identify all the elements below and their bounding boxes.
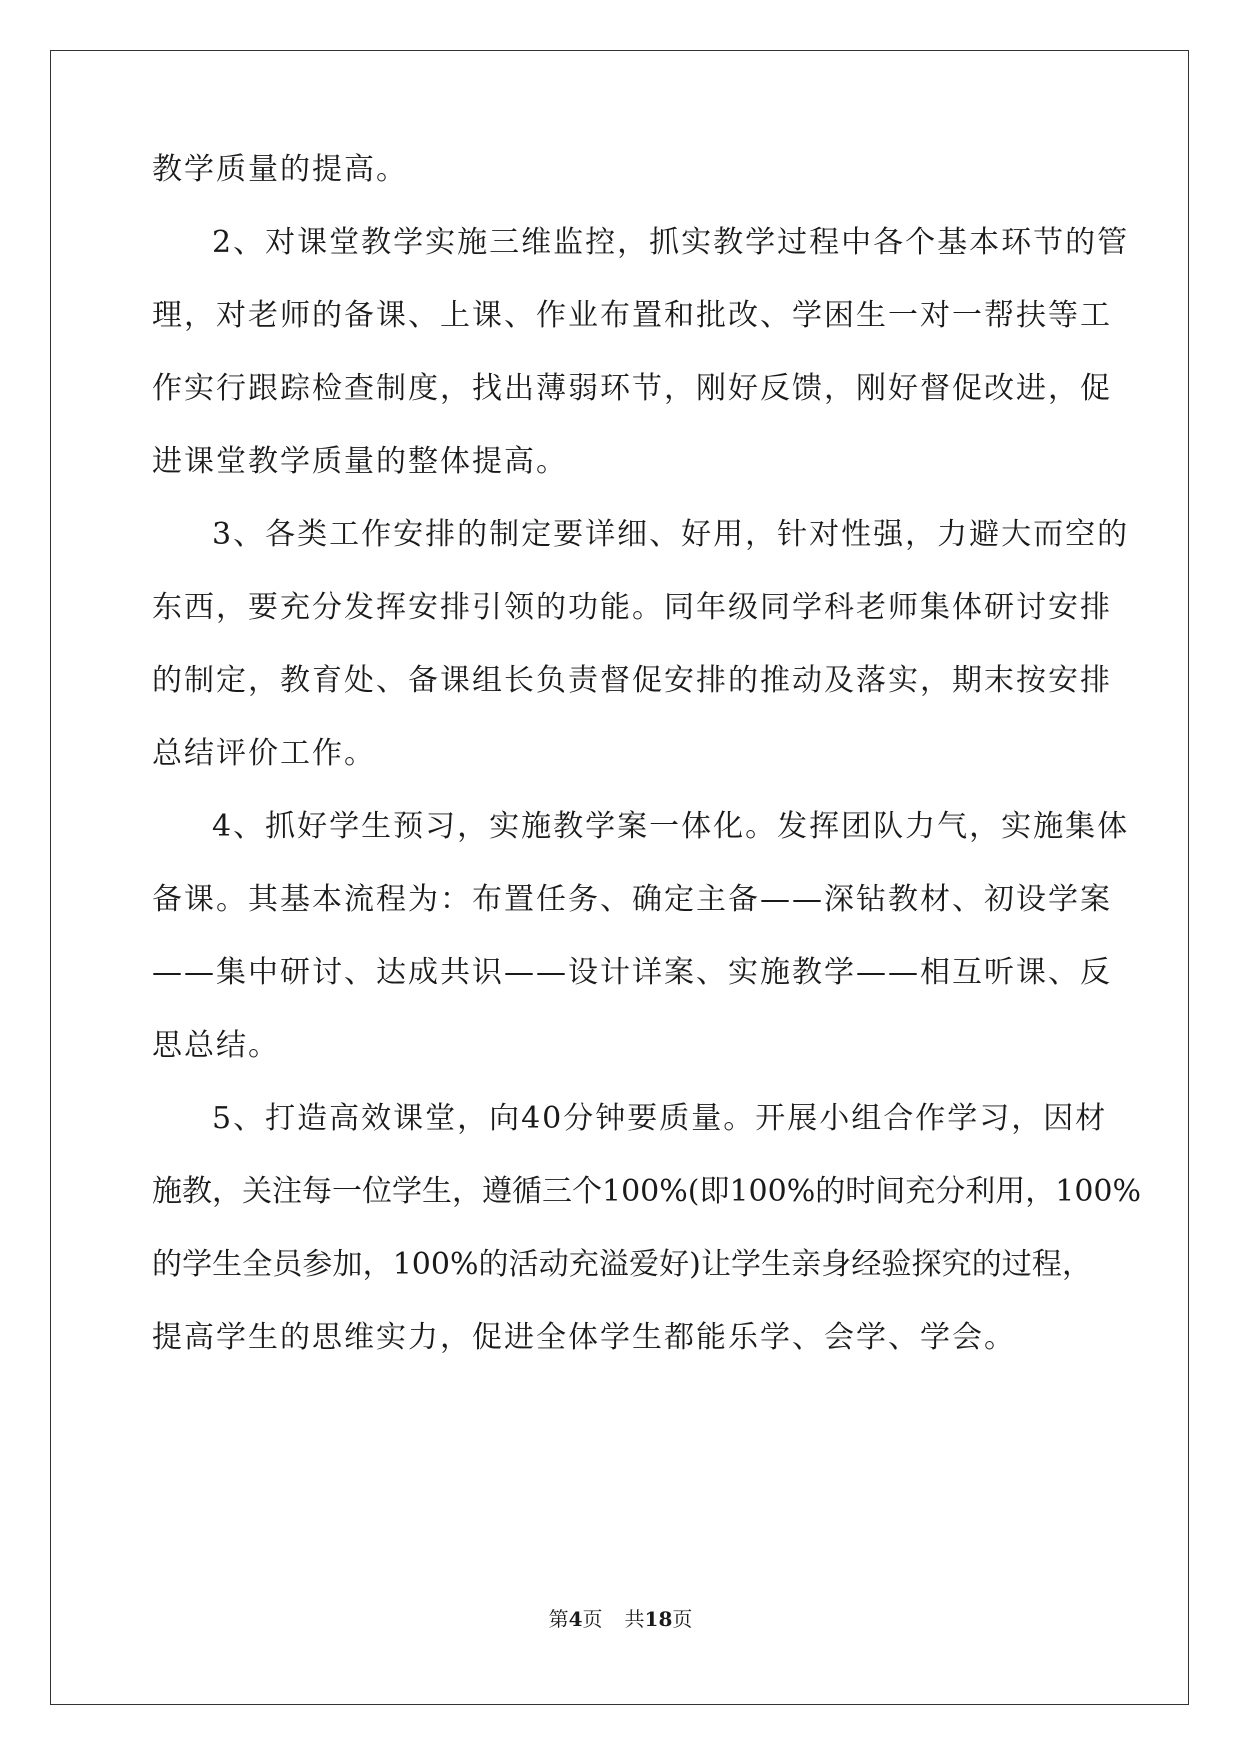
- page-number: 4: [568, 1607, 583, 1631]
- text-line: 总结评价工作。: [152, 736, 376, 771]
- text-line: 的学生全员参加，100%的活动充溢爱好)让学生亲身经验探究的过程，: [152, 1247, 1092, 1282]
- paragraph-2-line: 2、对课堂教学实施三维监控，抓实教学过程中各个基本环节的管: [212, 225, 1130, 260]
- total-pages: 18: [644, 1607, 673, 1631]
- text-line: 提高学生的思维实力，促进全体学生都能乐学、会学、学会。: [152, 1320, 1016, 1355]
- paragraph-3-line: 3、各类工作安排的制定要详细、好用，针对性强，力避大而空的: [212, 517, 1130, 552]
- text-line: 思总结。: [152, 1028, 280, 1063]
- text-line: ——集中研讨、达成共识——设计详案、实施教学——相互听课、反: [152, 955, 1112, 990]
- text-line: 备课。其基本流程为：布置任务、确定主备——深钻教材、初设学案: [152, 882, 1112, 917]
- page-suffix: 页: [582, 1607, 603, 1631]
- total-prefix: 共: [624, 1607, 645, 1631]
- text-line: 进课堂教学质量的整体提高。: [152, 444, 568, 479]
- text-line: 教学质量的提高。: [152, 152, 408, 187]
- page-footer: [0, 1606, 1241, 1632]
- text-line: 东西，要充分发挥安排引领的功能。同年级同学科老师集体研讨安排: [152, 590, 1112, 625]
- text-line: 理，对老师的备课、上课、作业布置和批改、学困生一对一帮扶等工: [152, 298, 1112, 333]
- page-prefix: 第: [548, 1607, 569, 1631]
- text-line: 的制定，教育处、备课组长负责督促安排的推动及落实，期末按安排: [152, 663, 1112, 698]
- paragraph-5-line: 5、打造高效课堂，向40分钟要质量。开展小组合作学习，因材: [212, 1101, 1108, 1136]
- paragraph-4-line: 4、抓好学生预习，实施教学案一体化。发挥团队力气，实施集体: [212, 809, 1130, 844]
- text-line: 施教，关注每一位学生，遵循三个100%(即100%的时间充分利用，100%: [152, 1174, 1142, 1209]
- total-suffix: 页: [672, 1607, 693, 1631]
- text-line: 作实行跟踪检查制度，找出薄弱环节，刚好反馈，刚好督促改进，促: [152, 371, 1112, 406]
